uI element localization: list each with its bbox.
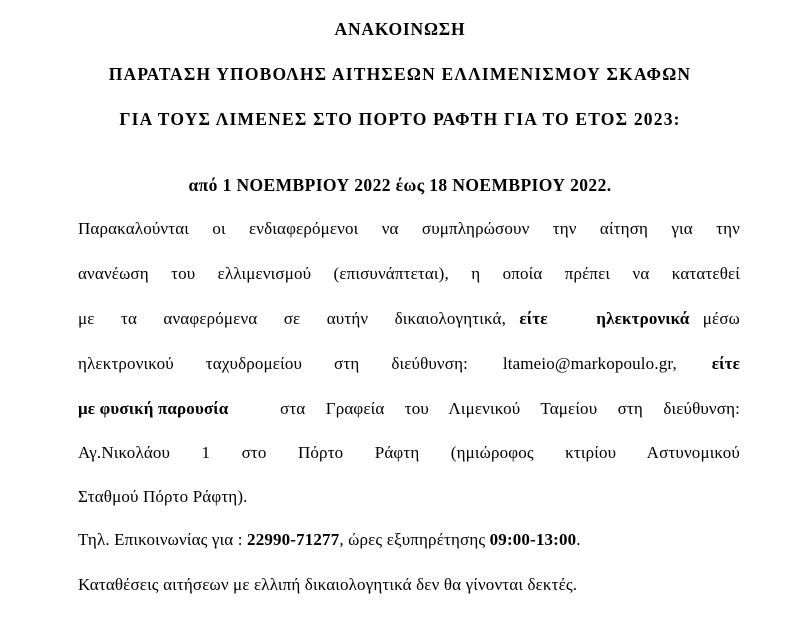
body-line-1 (78, 218, 740, 240)
body-line-3-part-a: με τα αναφερόμενα σε αυτήν δικαιολογητικά, (78, 309, 506, 328)
body-line-3-row (78, 308, 740, 330)
notice-text: Καταθέσεις αιτήσεων με ελλιπή δικαιολογητικά δεν θα γίνονται δεκτές. (78, 575, 578, 594)
body-line-5-row (78, 398, 740, 420)
body-line-4-emphasis: είτε (711, 354, 740, 373)
contact-end: . (576, 530, 581, 549)
submission-period: από 1 ΝΟΕΜΒΡΙΟΥ 2022 έως 18 ΝΟΕΜΒΡΙΟΥ 2022. (188, 175, 612, 195)
body-line-5-emphasis: με φυσική παρουσία (78, 399, 229, 418)
contact-label: Τηλ. Επικοινωνίας για : (78, 530, 243, 549)
body-line-4 (78, 353, 740, 375)
contact-hours-label: , ώρες εξυπηρέτησης (339, 530, 486, 549)
document-title: ΑΝΑΚΟΙΝΩΣΗ (334, 19, 466, 39)
body-line-4-part-a: ηλεκτρονικού ταχυδρομείου στη διεύθυνση: (78, 354, 468, 373)
body-line-1-text (78, 218, 740, 240)
incomplete-documents-notice (78, 574, 740, 596)
body-line-3 (78, 308, 740, 330)
body-line-1-content: Παρακαλούνται οι ενδιαφερόμενοι να συμπληρώσουν την αίτηση για την (78, 219, 740, 238)
body-line-6 (78, 442, 740, 464)
body-line-7 (78, 486, 740, 508)
contact-hours: 09:00-13:00 (489, 530, 577, 549)
document-subtitle-line-2: ΓΙΑ ΤΟΥΣ ΛΙΜΕΝΕΣ ΣΤΟ ΠΟΡΤΟ ΡΑΦΤΗ ΓΙΑ ΤΟ ΕΤΟΣ 2023: (119, 109, 681, 129)
body-line-4-row (78, 353, 740, 375)
contact-phone: 22990-71277 (247, 530, 340, 549)
email-address: ltameio@markopoulo.gr, (502, 354, 677, 373)
body-line-7-content: Σταθμού Πόρτο Ράφτη). (78, 487, 248, 506)
body-line-2 (78, 263, 740, 285)
body-line-5 (78, 398, 740, 420)
body-line-3-emphasis: είτε ηλεκτρονικά (519, 309, 690, 328)
body-line-2-content: ανανέωση του ελλιμενισμού (επισυνάπτεται), η οποία πρέπει να κατατεθεί (78, 264, 740, 283)
body-line-6-content: Αγ.Νικολάου 1 στο Πόρτο Ράφτη (ημιώροφος κτιρίου Αστυνομικού (78, 443, 740, 462)
contact-line (78, 529, 740, 551)
document-subtitle-line-1: ΠΑΡΑΤΑΣΗ ΥΠΟΒΟΛΗΣ ΑΙΤΗΣΕΩΝ ΕΛΛΙΜΕΝΙΣΜΟΥ ΣΚΑΦΩΝ (108, 64, 692, 84)
body-line-5-part-b: στα Γραφεία του Λιμενικού Ταμείου στη διεύθυνση: (280, 399, 740, 418)
body-line-3-part-c: μέσω (702, 309, 740, 328)
